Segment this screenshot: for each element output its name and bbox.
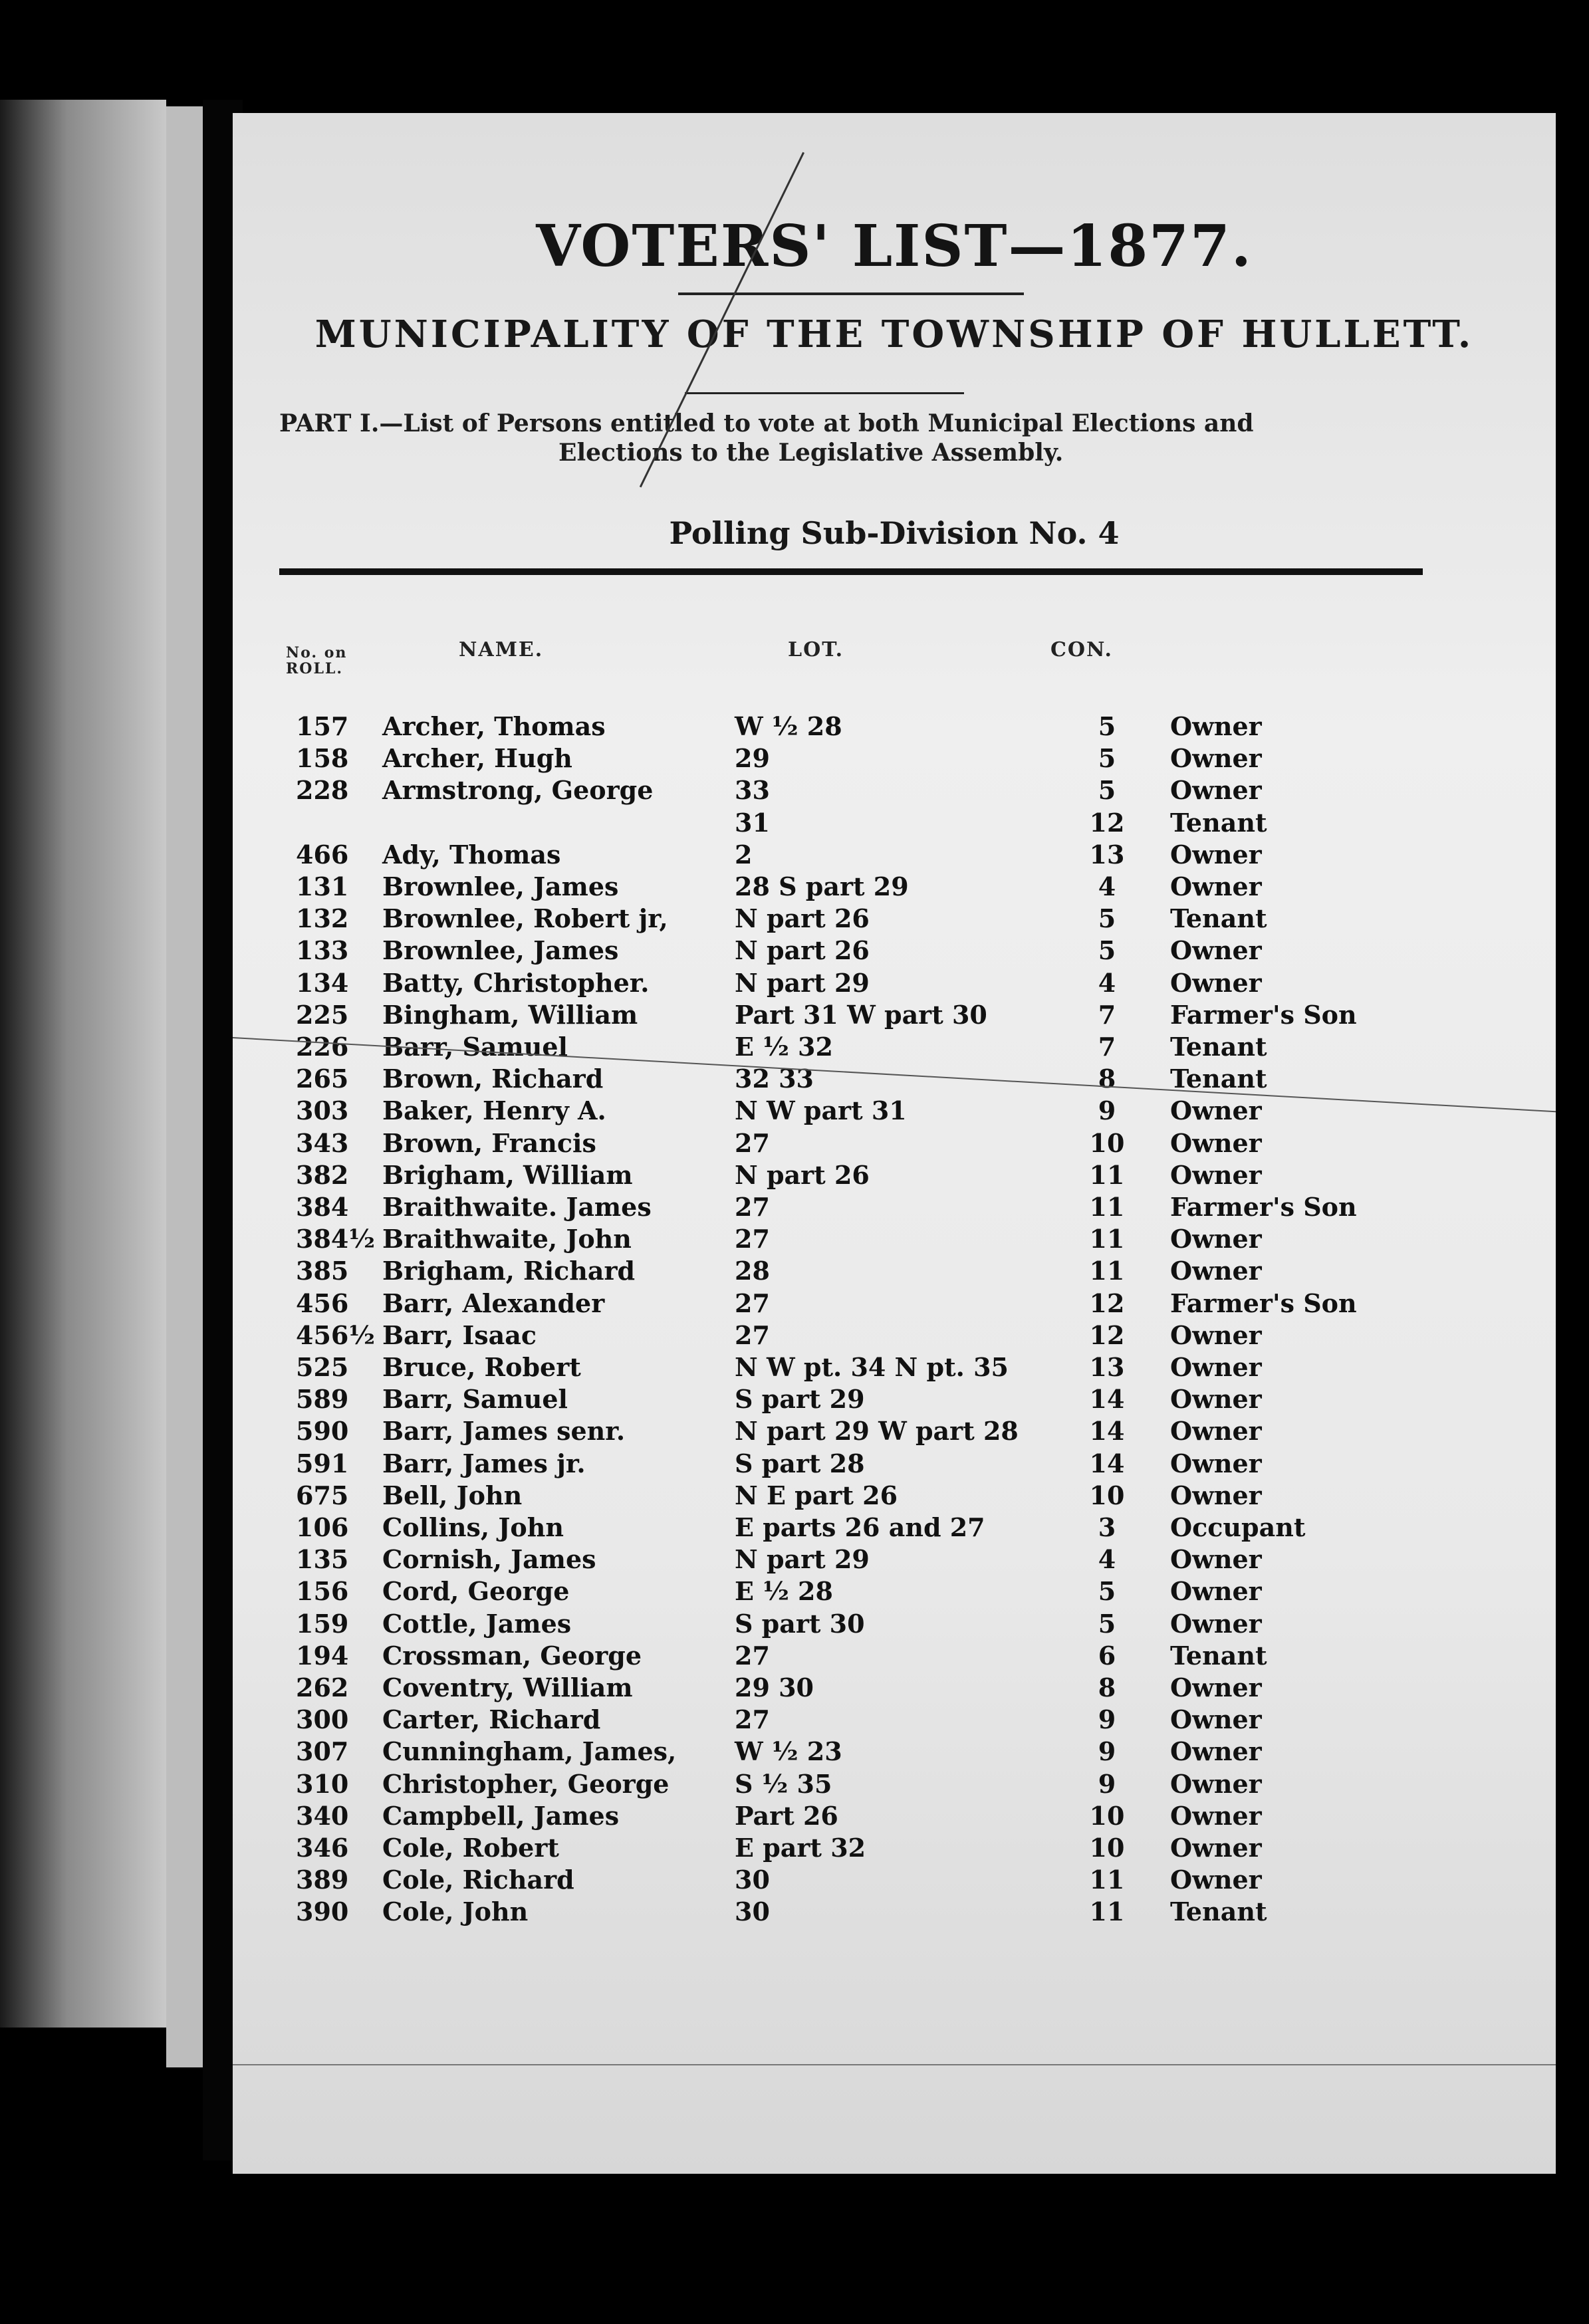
- roll-number: 303: [296, 1096, 349, 1126]
- lot-cell: N part 29 W part 28: [735, 1416, 1019, 1447]
- voter-name: Brigham, Richard: [382, 1256, 636, 1286]
- voter-name: Archer, Hugh: [382, 743, 572, 774]
- status-cell: Farmer's Son: [1170, 1192, 1357, 1222]
- concession-cell: 8: [1098, 1064, 1116, 1094]
- voter-name: Barr, Samuel: [382, 1384, 568, 1415]
- status-cell: Tenant: [1170, 1897, 1267, 1927]
- voter-name: Cunningham, James,: [382, 1736, 677, 1767]
- table-row: [233, 711, 1556, 742]
- voter-name: Ady, Thomas: [382, 839, 561, 870]
- concession-cell: 12: [1089, 1288, 1125, 1318]
- table-row: [233, 1320, 1556, 1351]
- voter-name: Braithwaite, John: [382, 1224, 632, 1254]
- header-lot: LOT.: [788, 638, 844, 661]
- voter-name: Brown, Francis: [382, 1127, 596, 1158]
- roll-number: 106: [296, 1512, 349, 1542]
- concession-cell: 7: [1098, 999, 1116, 1030]
- status-cell: Owner: [1170, 775, 1262, 806]
- roll-number: 390: [296, 1897, 349, 1927]
- roll-number: 456½: [296, 1320, 375, 1350]
- lot-cell: 27: [735, 1320, 770, 1350]
- concession-cell: 5: [1098, 775, 1116, 806]
- concession-cell: 13: [1089, 1352, 1125, 1382]
- voter-name: Batty, Christopher.: [382, 967, 650, 998]
- lot-cell: E ½ 32: [735, 1032, 833, 1062]
- voter-name: Carter, Richard: [382, 1704, 601, 1735]
- roll-number: 157: [296, 711, 349, 741]
- adjacent-page-margin: [166, 106, 206, 2067]
- concession-cell: 11: [1089, 1256, 1125, 1286]
- table-row: [233, 1384, 1556, 1415]
- municipality-rule: [685, 392, 964, 394]
- status-cell: Owner: [1170, 1768, 1262, 1799]
- table-row: [233, 808, 1556, 838]
- table-row: [233, 775, 1556, 806]
- roll-number: 591: [296, 1448, 349, 1478]
- adjacent-page-edge: [0, 100, 166, 2028]
- concession-cell: 4: [1098, 1544, 1116, 1575]
- roll-number: 310: [296, 1768, 349, 1799]
- lot-cell: E ½ 28: [735, 1576, 833, 1607]
- status-cell: Owner: [1170, 1224, 1262, 1254]
- concession-cell: 10: [1089, 1480, 1125, 1510]
- lot-cell: 27: [735, 1640, 770, 1671]
- table-row: [233, 1480, 1556, 1511]
- voter-name: Brownlee, James: [382, 872, 619, 901]
- roll-number: 525: [296, 1352, 349, 1382]
- status-cell: Tenant: [1170, 1064, 1267, 1094]
- concession-cell: 5: [1098, 1608, 1116, 1639]
- roll-number: 194: [296, 1640, 349, 1671]
- roll-number: 265: [296, 1064, 349, 1094]
- voter-name: Cole, John: [382, 1897, 529, 1927]
- bottom-rule: [233, 2064, 1556, 2065]
- header-con: CON.: [1050, 638, 1113, 661]
- table-row: [233, 1288, 1556, 1319]
- lot-cell: Part 26: [735, 1800, 838, 1831]
- voter-name: Collins, John: [382, 1512, 564, 1542]
- status-cell: Tenant: [1170, 1640, 1267, 1671]
- concession-cell: 14: [1089, 1384, 1125, 1415]
- lot-cell: 30: [735, 1897, 770, 1927]
- table-row: [233, 1416, 1556, 1447]
- table-row: [233, 1576, 1556, 1607]
- voter-name: Cole, Richard: [382, 1865, 574, 1895]
- voter-name: Barr, James senr.: [382, 1416, 626, 1447]
- voter-name: Archer, Thomas: [382, 711, 606, 741]
- table-row: [233, 1704, 1556, 1735]
- concession-cell: 14: [1089, 1448, 1125, 1478]
- roll-number: 456: [296, 1288, 349, 1318]
- lot-cell: N part 26: [735, 935, 870, 966]
- lot-cell: S ½ 35: [735, 1768, 832, 1799]
- voter-name: Bell, John: [382, 1480, 523, 1510]
- table-row: [233, 968, 1556, 998]
- table-row: [233, 1160, 1556, 1191]
- roll-number: 384½: [296, 1224, 375, 1254]
- concession-cell: 13: [1089, 839, 1125, 870]
- lot-cell: S part 29: [735, 1384, 865, 1415]
- lot-cell: 27: [735, 1127, 770, 1158]
- status-cell: Owner: [1170, 1416, 1262, 1447]
- concession-cell: 11: [1089, 1897, 1125, 1927]
- status-cell: Owner: [1170, 967, 1262, 998]
- lot-cell: N W part 31: [735, 1096, 907, 1126]
- table-row: [233, 1449, 1556, 1479]
- status-cell: Farmer's Son: [1170, 1288, 1357, 1318]
- voter-name: Cole, Robert: [382, 1833, 559, 1863]
- roll-number: 466: [296, 839, 349, 870]
- concession-cell: 6: [1098, 1640, 1116, 1671]
- concession-cell: 3: [1098, 1512, 1116, 1542]
- table-row: [233, 1865, 1556, 1895]
- header-name: NAME.: [459, 638, 544, 661]
- table-row: [233, 1544, 1556, 1575]
- header-rule: [279, 568, 1423, 575]
- table-row: [233, 1000, 1556, 1030]
- concession-cell: 7: [1098, 1032, 1116, 1062]
- table-row: [233, 840, 1556, 870]
- voter-name: Brownlee, Robert jr,: [382, 903, 668, 934]
- concession-cell: 8: [1098, 1673, 1116, 1702]
- lot-cell: Part 31 W part 30: [735, 999, 987, 1030]
- status-cell: Owner: [1170, 1352, 1262, 1382]
- concession-cell: 10: [1089, 1127, 1125, 1158]
- status-cell: Owner: [1170, 872, 1262, 901]
- concession-cell: 10: [1089, 1800, 1125, 1831]
- part-line-2: Elections to the Legislative Assembly.: [558, 439, 1064, 467]
- status-cell: Owner: [1170, 1448, 1262, 1478]
- table-row: [233, 903, 1556, 934]
- municipality-heading: MUNICIPALITY OF THE TOWNSHIP OF HULLETT.: [314, 312, 1474, 356]
- voter-name: Campbell, James: [382, 1800, 620, 1831]
- lot-cell: 33: [735, 775, 770, 806]
- roll-number: 389: [296, 1865, 349, 1895]
- concession-cell: 5: [1098, 1576, 1116, 1607]
- voter-name: Bingham, William: [382, 999, 638, 1030]
- status-cell: Owner: [1170, 1127, 1262, 1158]
- table-row: [233, 1801, 1556, 1831]
- table-row: [233, 1512, 1556, 1543]
- status-cell: Owner: [1170, 1865, 1262, 1895]
- table-row: [233, 1224, 1556, 1254]
- concession-cell: 4: [1098, 872, 1116, 901]
- table-row: [233, 1032, 1556, 1062]
- concession-cell: 14: [1089, 1416, 1125, 1447]
- lot-cell: 29 30: [735, 1673, 814, 1702]
- status-cell: Tenant: [1170, 903, 1267, 934]
- status-cell: Owner: [1170, 1736, 1262, 1767]
- voter-name: Bruce, Robert: [382, 1352, 581, 1382]
- roll-number: 131: [296, 872, 349, 901]
- status-cell: Occupant: [1170, 1512, 1306, 1542]
- concession-cell: 9: [1098, 1768, 1116, 1799]
- table-row: [233, 1128, 1556, 1159]
- status-cell: Owner: [1170, 1384, 1262, 1415]
- table-row: [233, 1192, 1556, 1222]
- lot-cell: 32 33: [735, 1064, 814, 1094]
- roll-number: 675: [296, 1480, 349, 1510]
- roll-number: 158: [296, 743, 349, 774]
- lot-cell: 29: [735, 743, 770, 774]
- status-cell: Owner: [1170, 1576, 1262, 1607]
- lot-cell: S part 30: [735, 1608, 865, 1639]
- lot-cell: E parts 26 and 27: [735, 1512, 985, 1542]
- concession-cell: 11: [1089, 1192, 1125, 1222]
- lot-cell: W ½ 28: [735, 711, 842, 741]
- voter-name: Armstrong, George: [382, 775, 654, 806]
- voter-name: Cornish, James: [382, 1544, 596, 1575]
- status-cell: Owner: [1170, 1704, 1262, 1735]
- page-title: VOTERS' LIST—1877.: [536, 213, 1253, 280]
- concession-cell: 10: [1089, 1833, 1125, 1863]
- table-row: [233, 1641, 1556, 1671]
- part-line-1: PART I.—List of Persons entitled to vote at both Municipal Elections and: [279, 409, 1254, 437]
- part-description: [279, 409, 1423, 467]
- lot-cell: E part 32: [735, 1833, 866, 1863]
- voter-name: Brigham, William: [382, 1159, 633, 1190]
- polling-subdivision: Polling Sub-Division No. 4: [669, 515, 1120, 551]
- table-row: [233, 1673, 1556, 1703]
- roll-number: 225: [296, 999, 349, 1030]
- roll-number: 307: [296, 1736, 349, 1767]
- status-cell: Tenant: [1170, 1032, 1267, 1062]
- concession-cell: 5: [1098, 711, 1116, 741]
- lot-cell: 31: [735, 807, 770, 838]
- concession-cell: 9: [1098, 1096, 1116, 1126]
- lot-cell: 27: [735, 1192, 770, 1222]
- concession-cell: 12: [1089, 1320, 1125, 1350]
- roll-number: 385: [296, 1256, 349, 1286]
- roll-number: 300: [296, 1704, 349, 1735]
- voter-name: Crossman, George: [382, 1640, 642, 1671]
- concession-cell: 12: [1089, 807, 1125, 838]
- lot-cell: 28 S part 29: [735, 872, 909, 901]
- status-cell: Owner: [1170, 1256, 1262, 1286]
- table-row: [233, 1897, 1556, 1927]
- status-cell: Owner: [1170, 1320, 1262, 1350]
- lot-cell: N E part 26: [735, 1480, 898, 1510]
- roll-number: 226: [296, 1032, 349, 1062]
- voter-name: Barr, Samuel: [382, 1032, 568, 1062]
- roll-number: 343: [296, 1127, 349, 1158]
- roll-number: 590: [296, 1416, 349, 1447]
- voter-name: Coventry, William: [382, 1673, 633, 1702]
- status-cell: Owner: [1170, 711, 1262, 741]
- lot-cell: N part 26: [735, 903, 870, 934]
- voter-name: Barr, James jr.: [382, 1448, 586, 1478]
- roll-number: 589: [296, 1384, 349, 1415]
- lot-cell: N part 29: [735, 1544, 870, 1575]
- status-cell: Owner: [1170, 1096, 1262, 1126]
- status-cell: Owner: [1170, 839, 1262, 870]
- voter-name: Barr, Isaac: [382, 1320, 537, 1350]
- table-row: [233, 1736, 1556, 1767]
- roll-number: 133: [296, 935, 349, 966]
- lot-cell: S part 28: [735, 1448, 865, 1478]
- roll-number: 262: [296, 1673, 349, 1702]
- table-row: [233, 1833, 1556, 1863]
- title-rule: [678, 292, 1024, 295]
- roll-number: 159: [296, 1608, 349, 1639]
- lot-cell: 28: [735, 1256, 770, 1286]
- status-cell: Tenant: [1170, 807, 1267, 838]
- status-cell: Owner: [1170, 743, 1262, 774]
- roll-number: 346: [296, 1833, 349, 1863]
- roll-number: 134: [296, 967, 349, 998]
- document-page: [233, 113, 1556, 2174]
- table-row: [233, 1352, 1556, 1383]
- roll-number: 135: [296, 1544, 349, 1575]
- concession-cell: 5: [1098, 935, 1116, 966]
- concession-cell: 9: [1098, 1736, 1116, 1767]
- roll-number: 156: [296, 1576, 349, 1607]
- status-cell: Owner: [1170, 1159, 1262, 1190]
- lot-cell: 2: [735, 839, 753, 870]
- status-cell: Owner: [1170, 1833, 1262, 1863]
- table-row: [233, 1609, 1556, 1639]
- status-cell: Owner: [1170, 1800, 1262, 1831]
- status-cell: Owner: [1170, 1608, 1262, 1639]
- table-row: [233, 1256, 1556, 1286]
- table-row: [233, 1769, 1556, 1800]
- concession-cell: 5: [1098, 903, 1116, 934]
- table-row: [233, 743, 1556, 774]
- status-cell: Farmer's Son: [1170, 999, 1357, 1030]
- header-roll: No. on ROLL.: [286, 644, 348, 677]
- lot-cell: 27: [735, 1288, 770, 1318]
- table-row: [233, 872, 1556, 902]
- voter-name: Braithwaite. James: [382, 1192, 652, 1222]
- voter-name: Cottle, James: [382, 1608, 572, 1639]
- table-row: [233, 935, 1556, 966]
- roll-number: 384: [296, 1192, 349, 1222]
- lot-cell: 27: [735, 1704, 770, 1735]
- status-cell: Owner: [1170, 1673, 1262, 1702]
- concession-cell: 4: [1098, 967, 1116, 998]
- lot-cell: 30: [735, 1865, 770, 1895]
- voter-name: Brown, Richard: [382, 1064, 604, 1094]
- concession-cell: 11: [1089, 1159, 1125, 1190]
- roll-number: 132: [296, 903, 349, 934]
- concession-cell: 11: [1089, 1224, 1125, 1254]
- concession-cell: 5: [1098, 743, 1116, 774]
- roll-number: 340: [296, 1800, 349, 1831]
- lot-cell: 27: [735, 1224, 770, 1254]
- voter-name: Brownlee, James: [382, 935, 619, 966]
- lot-cell: N part 26: [735, 1159, 870, 1190]
- lot-cell: W ½ 23: [735, 1736, 842, 1767]
- status-cell: Owner: [1170, 1480, 1262, 1510]
- table-row: [233, 1064, 1556, 1094]
- lot-cell: N W pt. 34 N pt. 35: [735, 1352, 1009, 1382]
- voter-name: Cord, George: [382, 1576, 570, 1607]
- concession-cell: 11: [1089, 1865, 1125, 1895]
- lot-cell: N part 29: [735, 967, 870, 998]
- concession-cell: 9: [1098, 1704, 1116, 1735]
- status-cell: Owner: [1170, 1544, 1262, 1575]
- voter-name: Baker, Henry A.: [382, 1096, 606, 1126]
- voter-name: Barr, Alexander: [382, 1288, 605, 1318]
- status-cell: Owner: [1170, 935, 1262, 966]
- roll-number: 382: [296, 1159, 349, 1190]
- roll-number: 228: [296, 775, 349, 806]
- voter-name: Christopher, George: [382, 1768, 670, 1799]
